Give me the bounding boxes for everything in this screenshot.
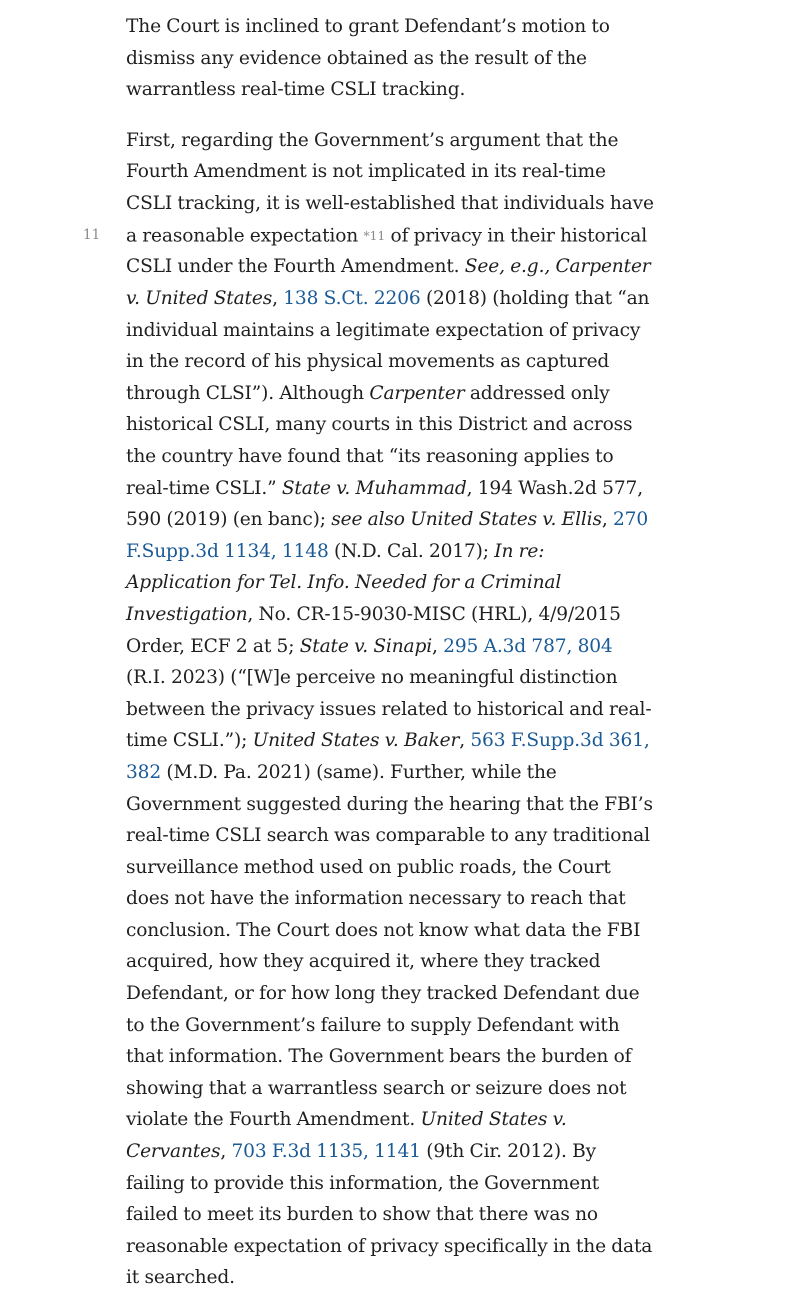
text-run: , 194 Wash.2d 577, 590 (2019) (en banc); (126, 477, 643, 531)
citation-link[interactable]: 703 F.3d 1135, 1141 (231, 1141, 421, 1163)
margin-page-number: 11 (83, 227, 101, 243)
case-name: In re: Application for Tel. Info. Needed for a Criminal Investigation (126, 540, 562, 625)
case-name: see also United States v. Ellis (331, 509, 602, 531)
citation-link[interactable]: 138 S.Ct. 2206 (283, 288, 421, 309)
text-run: of privacy in their historical CSLI under the Fourth Amendment. (126, 224, 648, 278)
text-run: (9th Cir. 2012). By failing to provide this information, the Government failed to meet its burden to show that there was no reasonable expectation of privacy specifically in the data it searched. (126, 1141, 653, 1289)
opinion-text (126, 11, 654, 1294)
text-run: , No. CR-15-9030-MISC (HRL), 4/9/2015 Order, ECF 2 at 5; (126, 603, 621, 657)
case-name: See, e.g., Carpenter v. United States (126, 256, 651, 309)
case-name: United States v. Baker (252, 730, 460, 752)
citation-link[interactable]: 270 F.Supp.3d 1134, 1148 (126, 509, 649, 562)
citation-link[interactable]: 295 A.3d 787, 804 (443, 635, 613, 657)
case-name: United States v. Cervantes (126, 1109, 567, 1163)
text-run: , (601, 509, 613, 531)
text-run: (R.I. 2023) (“[W]e perceive no meaningful distinction between the privacy issues related to historical and real-time CSLI.”); (126, 667, 652, 752)
text-run: The Court is inclined to grant Defendant’s motion to dismiss any evidence obtained as the result of the warrantless real-time CSLI tracking. (126, 16, 610, 101)
text-run: , (272, 288, 284, 309)
paragraph (126, 125, 654, 1294)
case-name: State v. Muhammad (281, 477, 467, 499)
text-run: First, regarding the Government’s argument that the Fourth Amendment is not implicated in its real-time CSLI tracking, it is well-established that individuals have a reasonable expectation (126, 129, 654, 246)
text-run: (2018) (holding that “an individual maintains a legitimate expectation of privacy in the record of his physical movements as captured through CLSI”). Although (126, 288, 650, 404)
case-name: State v. Sinapi (299, 635, 433, 657)
star-page-marker: *11 (363, 227, 386, 243)
text-run: , (432, 635, 444, 657)
text-run: , (459, 730, 471, 752)
text-run: , (220, 1141, 232, 1163)
text-run: addressed only historical CSLI, many courts in this District and across the country have found that “its reasoning applies to real-time CSLI.” (126, 382, 633, 499)
case-name: Carpenter (369, 382, 465, 404)
paragraph (126, 11, 654, 106)
citation-link[interactable]: 563 F.Supp.3d 361, 382 (126, 730, 650, 783)
text-run: (M.D. Pa. 2021) (same). Further, while the Government suggested during the hearing that the FBI’s real-time CSLI search was comparable to any traditional surveillance method used on public roads, the Court does not have the information necessary to reach that conclusion. The Court does not know what data the FBI acquired, how they acquired it, where they tracked Defendant, or for how long they tracked Defendant due to the Government’s failure to supply Defendant with that information. The Government bears the burden of showing that a warrantless search or seizure does not violate the Fourth Amendment. (126, 761, 653, 1131)
text-run: (N.D. Cal. 2017); (328, 540, 495, 562)
